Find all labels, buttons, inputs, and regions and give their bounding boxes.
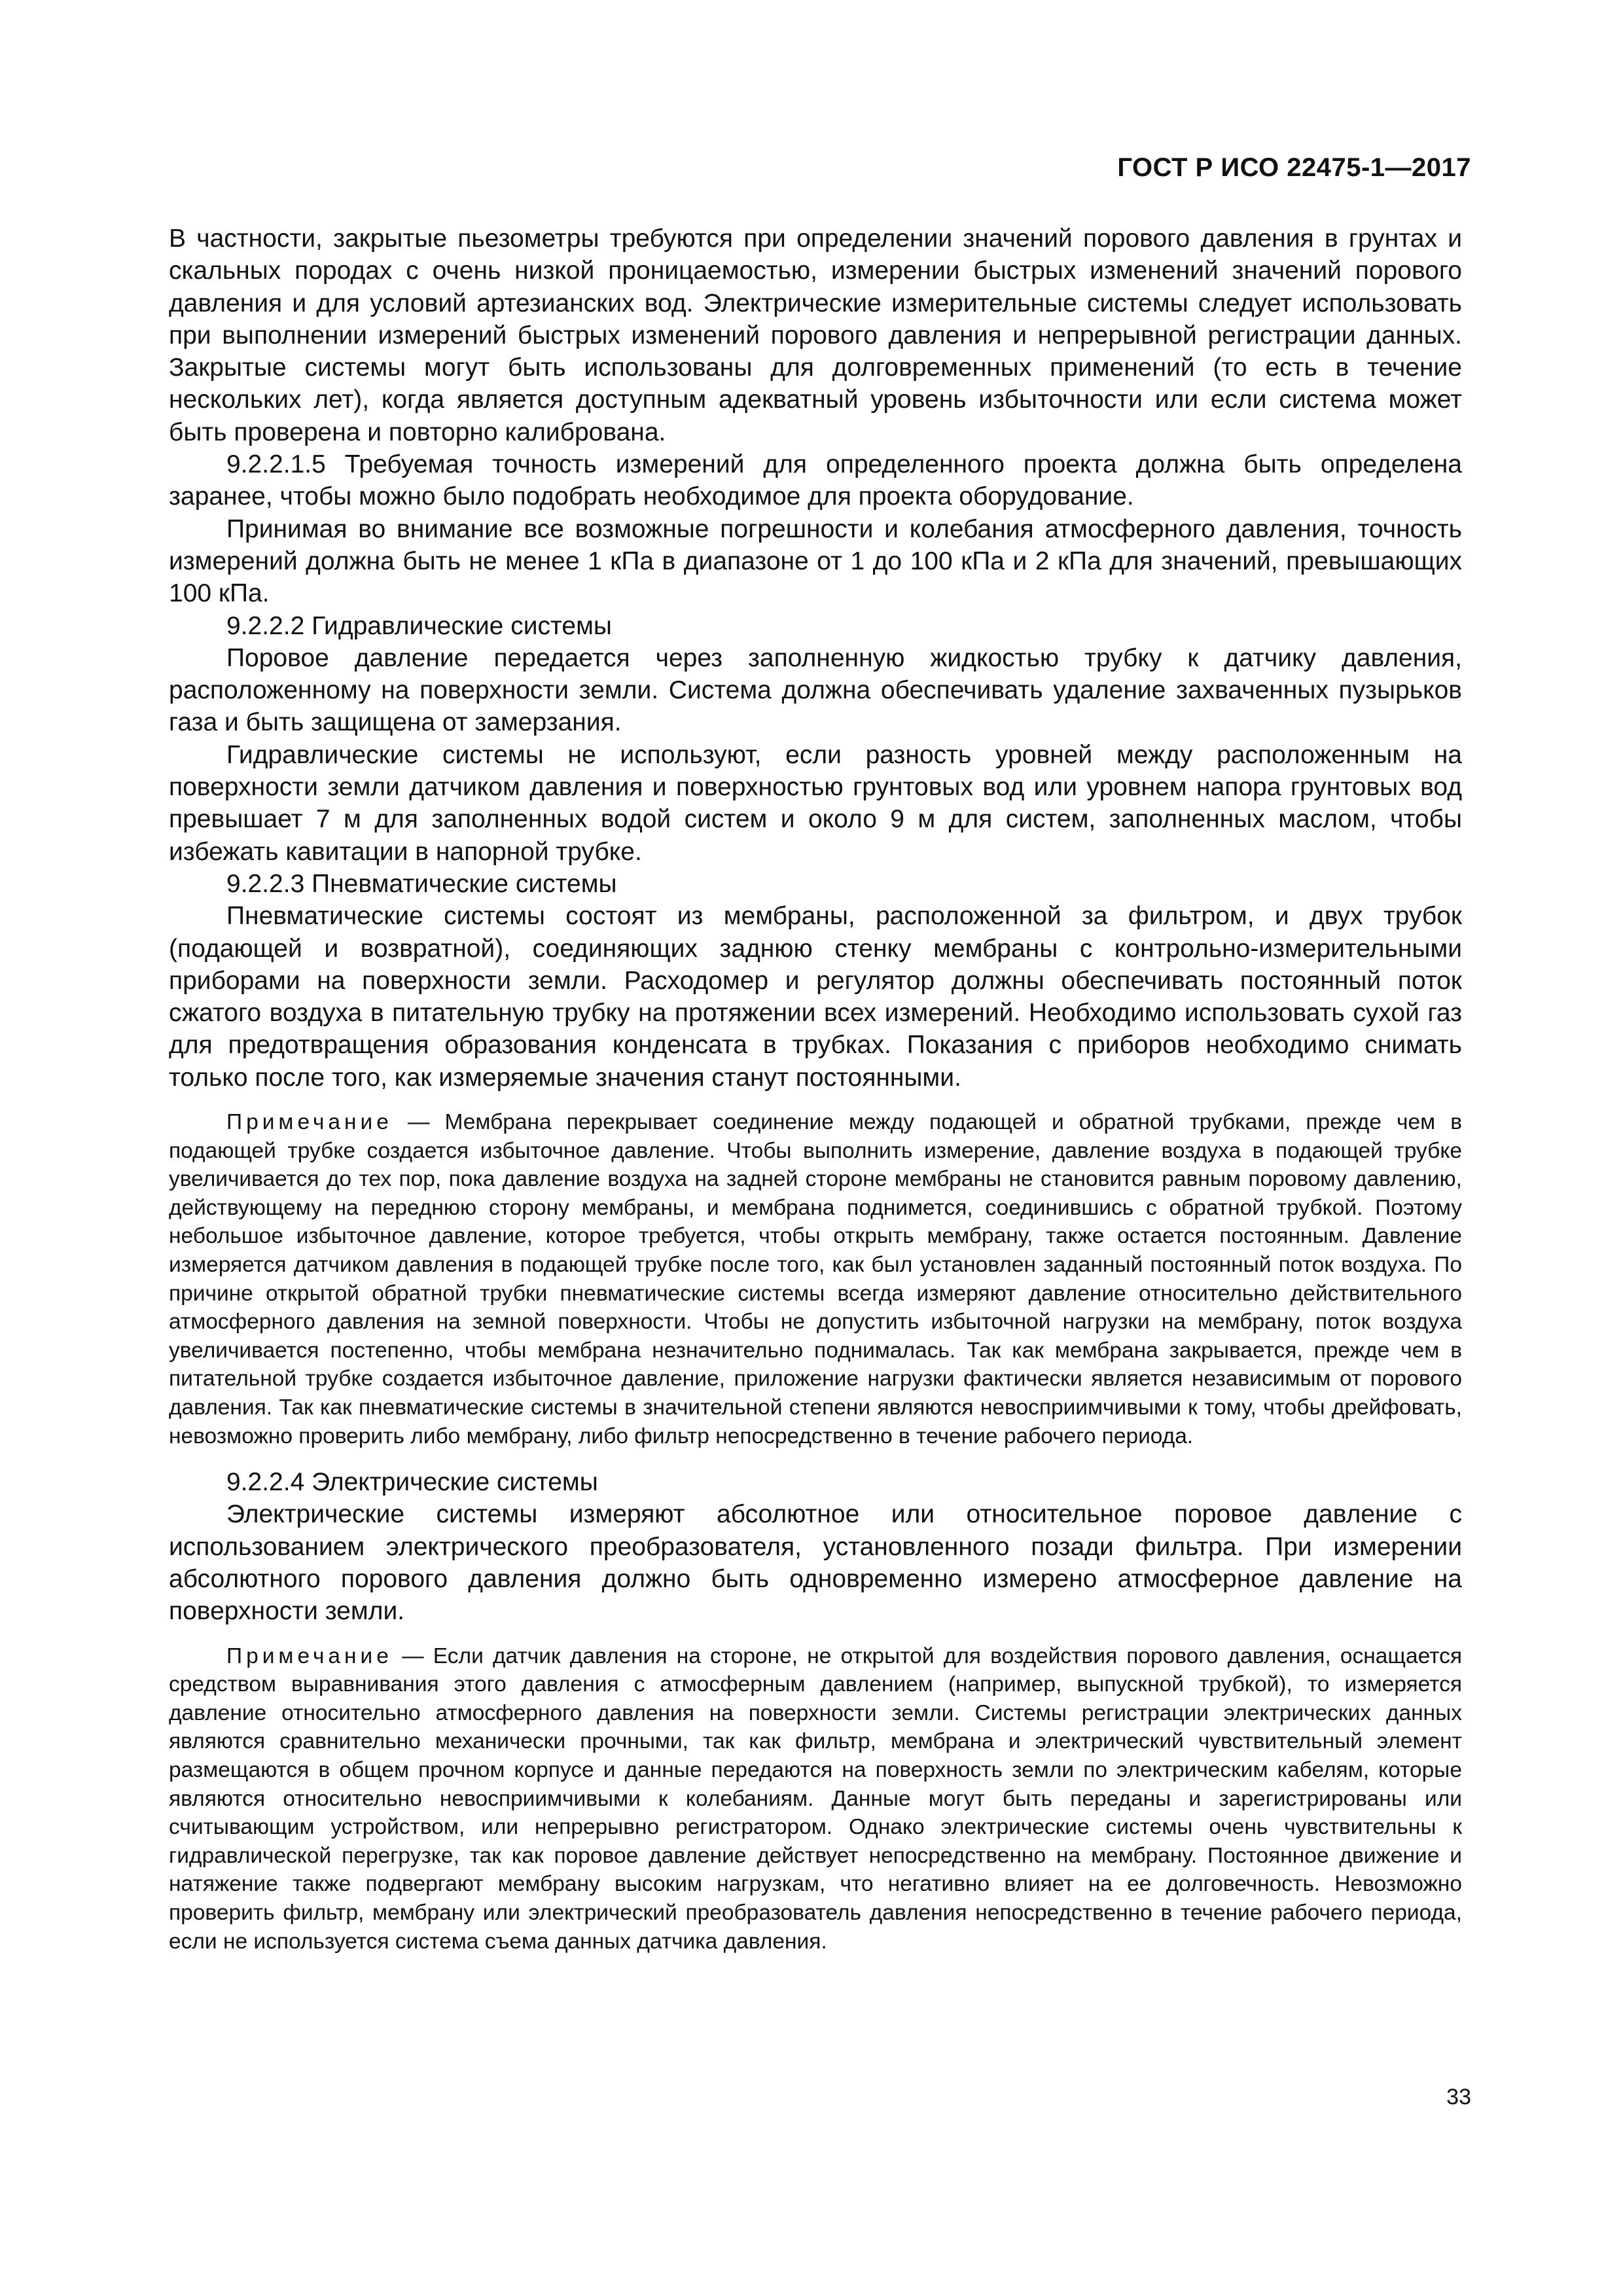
note-pneumatic — [169, 1108, 1462, 1450]
section-heading-pneumatic: 9.2.2.3 Пневматические системы — [226, 869, 617, 898]
paragraph-electric: Электрические системы измеряют абсолютное или относительное поровое давление с использованием электрического преобразователя, установленного позади фильтра. При измерении абсолютного порового давления должно быть одновременно измерено атмосферное давление на поверхности земли. — [169, 1500, 1462, 1626]
note-label: Примечание — [226, 1110, 393, 1135]
section-heading-electric: 9.2.2.4 Электрические системы — [226, 1468, 598, 1497]
note-text: — Мембрана перекрывает соединение между подающей и обратной трубками, прежде чем в подающей трубке создается избыточное давление. Чтобы выполнить измерение, давление воздуха в подающей трубке увеличивается до тех пор, пока давление воздуха на задней стороне мембраны не становится равным поровому давлению, действующему на переднюю сторону мембраны, и мембрана поднимется, соединившись с обратной трубкой. Поэтому небольшое избыточное давление, которое требуется, чтобы открыть мембрану, также остается постоянным. Давление измеряется датчиком давления в подающей трубке после того, как был установлен заданный постоянный поток воздуха. По причине открытой обратной трубки пневматические системы всегда измеряют давление относительно действительного атмосферного давления на земной поверхности. Чтобы не допустить избыточной нагрузки на мембрану, поток воздуха увеличивается постепенно, чтобы мембрана незначительно поднималась. Так как мембрана закрывается, прежде чем в питательной трубке создается избыточное давление, приложение нагрузки фактически является независимым от порового давления. Так как пневматические системы в значительной степени являются невосприимчивыми к тому, чтобы дрейфовать, невозможно проверить либо мембрану, либо фильтр непосредственно в течение рабочего периода. — [169, 1110, 1462, 1448]
section-heading-hydraulic: 9.2.2.2 Гидравлические системы — [226, 611, 612, 640]
note-label: Примечание — [226, 1643, 393, 1668]
page-body — [169, 223, 1462, 1971]
paragraph-hydraulic-2: Гидравлические системы не используют, если разность уровней между расположенным на поверхности земли датчиком давления и поверхностью грунтовых вод или уровнем напора грунтовых вод превышает 7 м для заполненных водой систем и около 9 м для систем, заполненных маслом, чтобы избежать кавитации в напорной трубке. — [169, 740, 1462, 866]
paragraph-accuracy: Принимая во внимание все возможные погрешности и колебания атмосферного давления, точность измерений должна быть не менее 1 кПа в диапазоне от 1 до 100 кПа и 2 кПа для значений, превышающих 100 кПа. — [169, 514, 1462, 608]
paragraph-9-2-2-1-5: 9.2.2.1.5 Требуемая точность измерений для определенного проекта должна быть определена заранее, чтобы можно было подобрать необходимое для проекта оборудование. — [169, 450, 1462, 511]
page-number: 33 — [1446, 2085, 1471, 2109]
note-text: — Если датчик давления на стороне, не открытой для воздействия порового давления, оснащается средством выравнивания этого давления с атмосферным давлением (например, выпускной трубкой), то измеряется давление относительно атмосферного давления на поверхности земли. Системы регистрации электрических данных являются сравнительно механически прочными, так как фильтр, мембрана и электрический чувствительный элемент размещаются в общем прочном корпусе и данные передаются на поверхность земли по электрическим кабелям, которые являются относительно невосприимчивыми к колебаниям. Данные могут быть переданы и зарегистрированы или считывающим устройством, или непрерывно регистратором. Однако электрические системы очень чувствительны к гидравлической перегрузке, так как поровое давление действует непосредственно на мембрану. Постоянное движение и натяжение также подвергают мембрану высоким нагрузкам, что негативно влияет на ее долговечность. Невозможно проверить фильтр, мембрану или электрический преобразователь давления непосредственно в течение рабочего периода, если не используется система съема данных датчика давления. — [169, 1643, 1462, 1954]
paragraph-pneumatic: Пневматические системы состоят из мембраны, расположенной за фильтром, и двух трубок (подающей и возвратной), соединяющих заднюю стенку мембраны с контрольно-измерительными приборами на поверхности земли. Расходомер и регулятор должны обеспечивать постоянный поток сжатого воздуха в питательную трубку на протяжении всех измерений. Необходимо использовать сухой газ для предотвращения образования конденсата в трубках. Показания с приборов необходимо снимать только после того, как измеряемые значения станут постоянными. — [169, 902, 1462, 1092]
document-code-header: ГОСТ Р ИСО 22475-1—2017 — [1117, 153, 1471, 182]
note-electric — [169, 1642, 1462, 1956]
paragraph-closed-piezometers: В частности, закрытые пьезометры требуются при определении значений порового давления в грунтах и скальных породах с очень низкой проницаемостью, измерении быстрых изменений значений порового давления и для условий артезианских вод. Электрические измерительные системы следует использовать при выполнении измерений быстрых изменений порового давления и непрерывной регистрации данных. Закрытые системы могут быть использованы для долговременных применений (то есть в течение нескольких лет), когда является доступным адекватный уровень избыточности или если система может быть проверена и повторно калибрована. — [169, 224, 1462, 446]
paragraph-hydraulic-1: Поровое давление передается через заполненную жидкостью трубку к датчику давления, расположенному на поверхности земли. Система должна обеспечивать удаление захваченных пузырьков газа и быть защищена от замерзания. — [169, 643, 1462, 737]
